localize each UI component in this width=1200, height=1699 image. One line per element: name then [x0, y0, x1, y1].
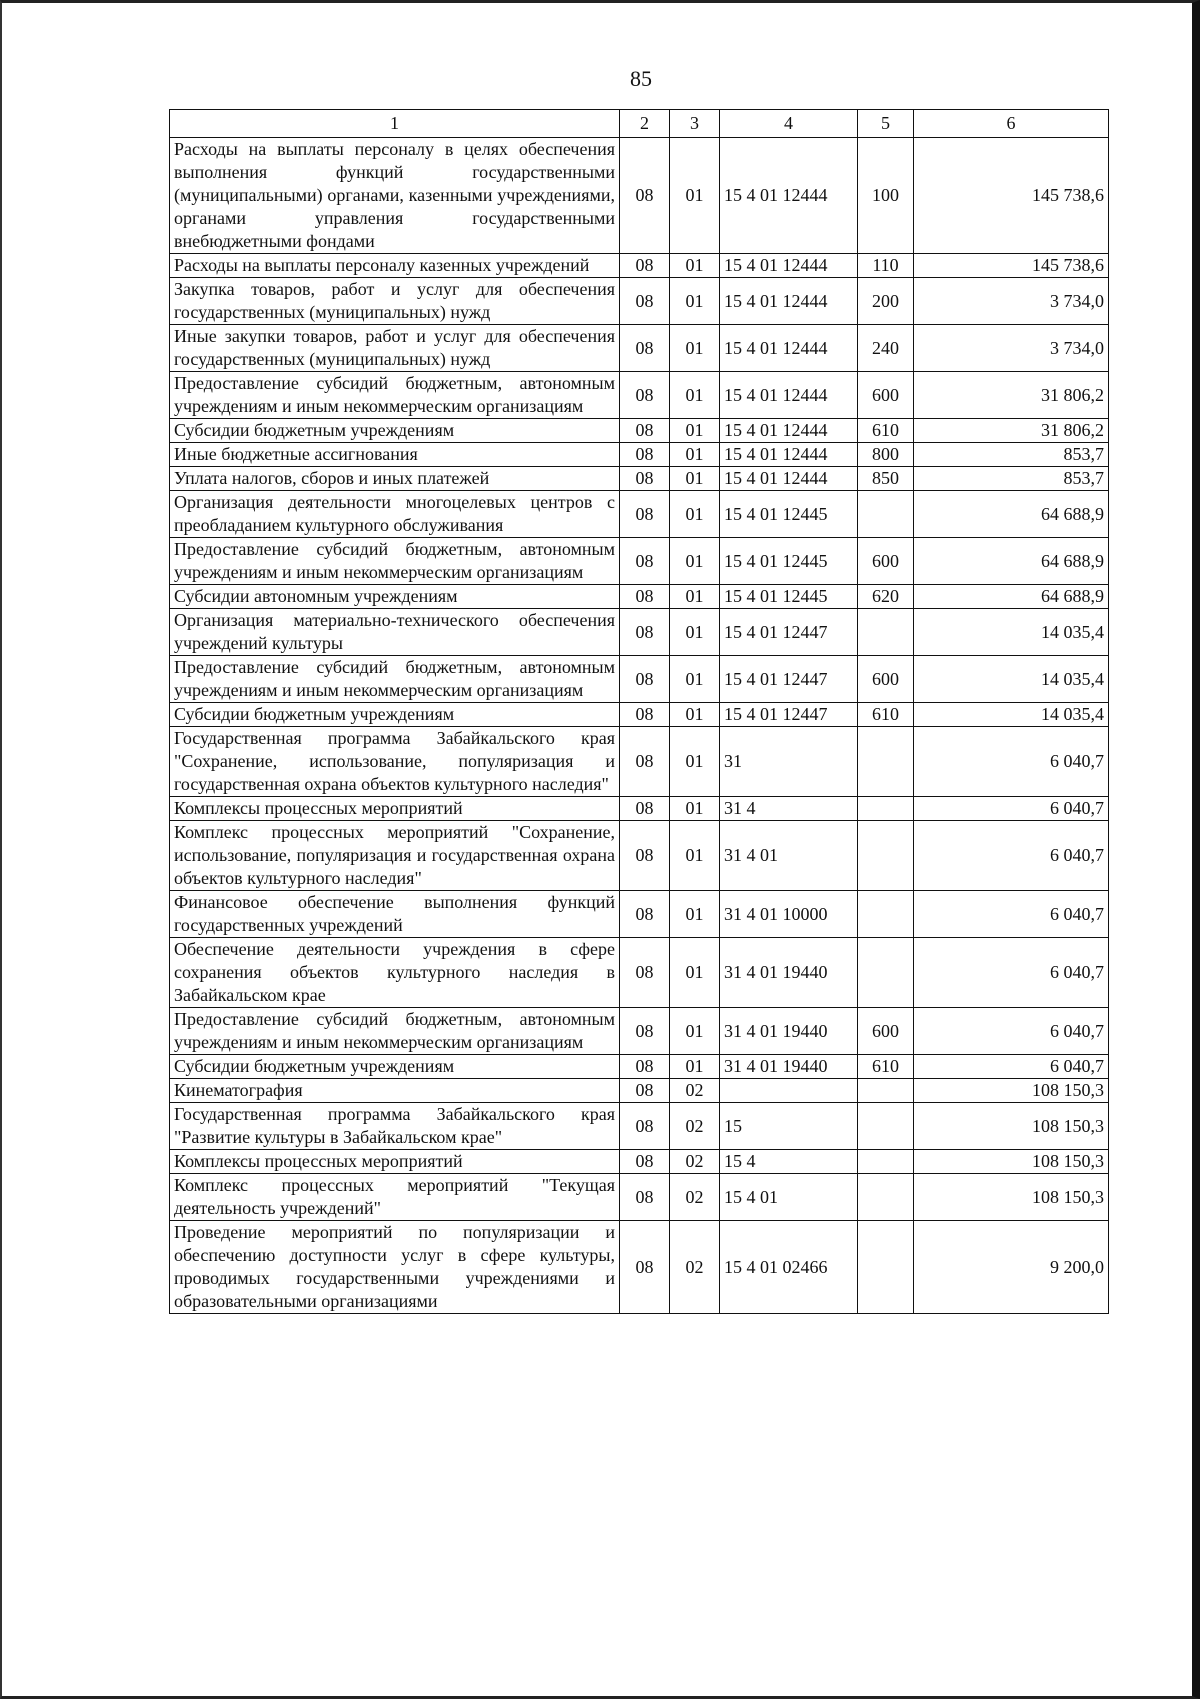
- header-cell-2: 2: [620, 110, 670, 138]
- row-type-cell: [858, 938, 914, 1008]
- table-row: [170, 138, 1109, 254]
- row-sum-cell: 108 150,3: [914, 1079, 1109, 1103]
- row-name-cell: Субсидии бюджетным учреждениям: [170, 1055, 620, 1079]
- row-section-cell: 08: [620, 1079, 670, 1103]
- row-name-cell: Проведение мероприятий по популяризации и обеспечению доступности услуг в сфере культуры, проводимых государственными учреждениями и образовательными организациями: [170, 1221, 620, 1314]
- row-subsection-cell: 01: [670, 419, 720, 443]
- row-code-cell: 15 4 01 12444: [720, 443, 858, 467]
- table-row: [170, 585, 1109, 609]
- row-sum-cell: 6 040,7: [914, 1008, 1109, 1055]
- row-sum-cell: 108 150,3: [914, 1103, 1109, 1150]
- row-type-cell: 600: [858, 538, 914, 585]
- row-subsection-cell: 01: [670, 821, 720, 891]
- row-subsection-cell: 01: [670, 491, 720, 538]
- row-name-cell: Расходы на выплаты персоналу в целях обеспечения выполнения функций государственными (муниципальными) органами, казенными учреждениями, органами управления государственными внебюджетными фондами: [170, 138, 620, 254]
- header-cell-4: 4: [720, 110, 858, 138]
- row-section-cell: 08: [620, 1221, 670, 1314]
- row-sum-cell: 3 734,0: [914, 325, 1109, 372]
- table-row: [170, 797, 1109, 821]
- row-subsection-cell: 01: [670, 1008, 720, 1055]
- row-section-cell: 08: [620, 1174, 670, 1221]
- row-section-cell: 08: [620, 1055, 670, 1079]
- row-code-cell: 15 4 01 12444: [720, 254, 858, 278]
- row-code-cell: 15 4 01 12445: [720, 585, 858, 609]
- row-sum-cell: 6 040,7: [914, 821, 1109, 891]
- row-subsection-cell: 01: [670, 538, 720, 585]
- table-row: [170, 891, 1109, 938]
- row-code-cell: 31: [720, 727, 858, 797]
- row-section-cell: 08: [620, 938, 670, 1008]
- table-row: [170, 656, 1109, 703]
- row-code-cell: 15 4 01 12445: [720, 538, 858, 585]
- row-code-cell: 15 4 01 12447: [720, 656, 858, 703]
- row-sum-cell: 108 150,3: [914, 1174, 1109, 1221]
- row-sum-cell: 14 035,4: [914, 609, 1109, 656]
- row-subsection-cell: 01: [670, 656, 720, 703]
- row-name-cell: Обеспечение деятельности учреждения в сфере сохранения объектов культурного наследия в Забайкальском крае: [170, 938, 620, 1008]
- row-section-cell: 08: [620, 278, 670, 325]
- row-section-cell: 08: [620, 703, 670, 727]
- table-row: [170, 467, 1109, 491]
- row-name-cell: Уплата налогов, сборов и иных платежей: [170, 467, 620, 491]
- row-sum-cell: 64 688,9: [914, 538, 1109, 585]
- row-name-cell: Комплекс процессных мероприятий "Текущая деятельность учреждений": [170, 1174, 620, 1221]
- row-type-cell: [858, 821, 914, 891]
- row-section-cell: 08: [620, 467, 670, 491]
- row-name-cell: Иные закупки товаров, работ и услуг для обеспечения государственных (муниципальных) нужд: [170, 325, 620, 372]
- row-name-cell: Субсидии бюджетным учреждениям: [170, 703, 620, 727]
- table-row: [170, 727, 1109, 797]
- row-type-cell: [858, 1221, 914, 1314]
- row-subsection-cell: 02: [670, 1174, 720, 1221]
- row-subsection-cell: 01: [670, 372, 720, 419]
- row-code-cell: 15 4 01 12444: [720, 138, 858, 254]
- row-sum-cell: 108 150,3: [914, 1150, 1109, 1174]
- row-subsection-cell: 02: [670, 1079, 720, 1103]
- row-section-cell: 08: [620, 491, 670, 538]
- row-type-cell: 240: [858, 325, 914, 372]
- row-sum-cell: 31 806,2: [914, 372, 1109, 419]
- row-sum-cell: 6 040,7: [914, 727, 1109, 797]
- table-row: [170, 278, 1109, 325]
- row-subsection-cell: 01: [670, 254, 720, 278]
- row-type-cell: 610: [858, 1055, 914, 1079]
- row-sum-cell: 6 040,7: [914, 891, 1109, 938]
- row-code-cell: 31 4 01 10000: [720, 891, 858, 938]
- row-name-cell: Комплекс процессных мероприятий "Сохранение, использование, популяризация и государственная охрана объектов культурного наследия": [170, 821, 620, 891]
- row-sum-cell: 145 738,6: [914, 138, 1109, 254]
- page-number: 85: [630, 66, 652, 91]
- row-code-cell: 15 4 01 12444: [720, 278, 858, 325]
- row-code-cell: 15 4 01 12447: [720, 703, 858, 727]
- table-row: [170, 609, 1109, 656]
- row-type-cell: [858, 727, 914, 797]
- table-row: [170, 419, 1109, 443]
- row-code-cell: 15 4 01 12444: [720, 467, 858, 491]
- row-name-cell: Предоставление субсидий бюджетным, автономным учреждениям и иным некоммерческим организациям: [170, 1008, 620, 1055]
- row-sum-cell: 853,7: [914, 443, 1109, 467]
- row-name-cell: Государственная программа Забайкальского края "Сохранение, использование, популяризация и государственная охрана объектов культурного наследия": [170, 727, 620, 797]
- row-subsection-cell: 01: [670, 891, 720, 938]
- row-type-cell: [858, 1079, 914, 1103]
- row-name-cell: Государственная программа Забайкальского края "Развитие культуры в Забайкальском крае": [170, 1103, 620, 1150]
- row-type-cell: 610: [858, 419, 914, 443]
- row-code-cell: 15 4 01 02466: [720, 1221, 858, 1314]
- header-cell-1: 1: [170, 110, 620, 138]
- row-section-cell: 08: [620, 325, 670, 372]
- row-subsection-cell: 01: [670, 703, 720, 727]
- row-section-cell: 08: [620, 419, 670, 443]
- row-section-cell: 08: [620, 138, 670, 254]
- table-row: [170, 1079, 1109, 1103]
- row-sum-cell: 14 035,4: [914, 703, 1109, 727]
- row-section-cell: 08: [620, 1150, 670, 1174]
- row-name-cell: Иные бюджетные ассигнования: [170, 443, 620, 467]
- row-subsection-cell: 01: [670, 467, 720, 491]
- row-section-cell: 08: [620, 656, 670, 703]
- row-name-cell: Организация материально-технического обеспечения учреждений культуры: [170, 609, 620, 656]
- row-type-cell: [858, 609, 914, 656]
- row-name-cell: Комплексы процессных мероприятий: [170, 797, 620, 821]
- row-section-cell: 08: [620, 1008, 670, 1055]
- table-row: [170, 1008, 1109, 1055]
- row-type-cell: 800: [858, 443, 914, 467]
- row-sum-cell: 9 200,0: [914, 1221, 1109, 1314]
- row-subsection-cell: 01: [670, 585, 720, 609]
- row-sum-cell: 64 688,9: [914, 585, 1109, 609]
- row-subsection-cell: 02: [670, 1221, 720, 1314]
- row-section-cell: 08: [620, 443, 670, 467]
- row-sum-cell: 6 040,7: [914, 797, 1109, 821]
- row-sum-cell: 3 734,0: [914, 278, 1109, 325]
- row-sum-cell: 6 040,7: [914, 1055, 1109, 1079]
- row-name-cell: Финансовое обеспечение выполнения функций государственных учреждений: [170, 891, 620, 938]
- row-subsection-cell: 01: [670, 609, 720, 656]
- row-section-cell: 08: [620, 585, 670, 609]
- row-sum-cell: 64 688,9: [914, 491, 1109, 538]
- table-row: [170, 1055, 1109, 1079]
- row-code-cell: 15 4 01 12444: [720, 325, 858, 372]
- row-type-cell: [858, 1103, 914, 1150]
- header-cell-5: 5: [858, 110, 914, 138]
- row-code-cell: 15 4 01: [720, 1174, 858, 1221]
- row-type-cell: [858, 1150, 914, 1174]
- row-section-cell: 08: [620, 254, 670, 278]
- row-type-cell: [858, 1174, 914, 1221]
- row-code-cell: 31 4 01 19440: [720, 938, 858, 1008]
- table-row: [170, 938, 1109, 1008]
- row-code-cell: 31 4: [720, 797, 858, 821]
- row-code-cell: 15 4 01 12444: [720, 419, 858, 443]
- row-section-cell: 08: [620, 372, 670, 419]
- row-code-cell: [720, 1079, 858, 1103]
- table-row: [170, 1103, 1109, 1150]
- row-name-cell: Предоставление субсидий бюджетным, автономным учреждениям и иным некоммерческим организациям: [170, 372, 620, 419]
- row-subsection-cell: 01: [670, 727, 720, 797]
- row-code-cell: 15 4: [720, 1150, 858, 1174]
- row-code-cell: 31 4 01 19440: [720, 1008, 858, 1055]
- table-header-row: [170, 110, 1109, 138]
- row-type-cell: 110: [858, 254, 914, 278]
- row-type-cell: [858, 891, 914, 938]
- row-sum-cell: 853,7: [914, 467, 1109, 491]
- budget-table-body: [170, 110, 1109, 1314]
- row-code-cell: 15 4 01 12444: [720, 372, 858, 419]
- row-subsection-cell: 01: [670, 325, 720, 372]
- row-type-cell: 610: [858, 703, 914, 727]
- table-row: [170, 1221, 1109, 1314]
- row-code-cell: 15 4 01 12445: [720, 491, 858, 538]
- row-name-cell: Предоставление субсидий бюджетным, автономным учреждениям и иным некоммерческим организациям: [170, 656, 620, 703]
- row-sum-cell: 145 738,6: [914, 254, 1109, 278]
- row-name-cell: Кинематография: [170, 1079, 620, 1103]
- row-type-cell: [858, 797, 914, 821]
- table-row: [170, 372, 1109, 419]
- header-cell-6: 6: [914, 110, 1109, 138]
- row-section-cell: 08: [620, 821, 670, 891]
- row-name-cell: Закупка товаров, работ и услуг для обеспечения государственных (муниципальных) нужд: [170, 278, 620, 325]
- row-section-cell: 08: [620, 538, 670, 585]
- row-type-cell: 600: [858, 656, 914, 703]
- table-row: [170, 325, 1109, 372]
- row-type-cell: 200: [858, 278, 914, 325]
- row-type-cell: 100: [858, 138, 914, 254]
- row-type-cell: 620: [858, 585, 914, 609]
- budget-table: [169, 109, 1109, 1314]
- row-subsection-cell: 02: [670, 1150, 720, 1174]
- row-name-cell: Комплексы процессных мероприятий: [170, 1150, 620, 1174]
- table-row: [170, 1150, 1109, 1174]
- row-subsection-cell: 02: [670, 1103, 720, 1150]
- table-row: [170, 443, 1109, 467]
- row-name-cell: Расходы на выплаты персоналу казенных учреждений: [170, 254, 620, 278]
- table-row: [170, 254, 1109, 278]
- row-section-cell: 08: [620, 797, 670, 821]
- row-section-cell: 08: [620, 727, 670, 797]
- row-subsection-cell: 01: [670, 443, 720, 467]
- row-code-cell: 31 4 01: [720, 821, 858, 891]
- table-row: [170, 703, 1109, 727]
- table-row: [170, 821, 1109, 891]
- row-name-cell: Организация деятельности многоцелевых центров с преобладанием культурного обслуживания: [170, 491, 620, 538]
- row-subsection-cell: 01: [670, 1055, 720, 1079]
- row-type-cell: 600: [858, 372, 914, 419]
- header-cell-3: 3: [670, 110, 720, 138]
- row-code-cell: 15 4 01 12447: [720, 609, 858, 656]
- row-name-cell: Субсидии бюджетным учреждениям: [170, 419, 620, 443]
- row-sum-cell: 6 040,7: [914, 938, 1109, 1008]
- table-row: [170, 538, 1109, 585]
- row-type-cell: 850: [858, 467, 914, 491]
- row-section-cell: 08: [620, 1103, 670, 1150]
- row-section-cell: 08: [620, 609, 670, 656]
- row-subsection-cell: 01: [670, 797, 720, 821]
- row-subsection-cell: 01: [670, 138, 720, 254]
- row-section-cell: 08: [620, 891, 670, 938]
- row-type-cell: [858, 491, 914, 538]
- row-code-cell: 31 4 01 19440: [720, 1055, 858, 1079]
- row-code-cell: 15: [720, 1103, 858, 1150]
- row-name-cell: Предоставление субсидий бюджетным, автономным учреждениям и иным некоммерческим организациям: [170, 538, 620, 585]
- table-row: [170, 491, 1109, 538]
- row-sum-cell: 14 035,4: [914, 656, 1109, 703]
- row-sum-cell: 31 806,2: [914, 419, 1109, 443]
- row-type-cell: 600: [858, 1008, 914, 1055]
- row-name-cell: Субсидии автономным учреждениям: [170, 585, 620, 609]
- table-row: [170, 1174, 1109, 1221]
- row-subsection-cell: 01: [670, 278, 720, 325]
- row-subsection-cell: 01: [670, 938, 720, 1008]
